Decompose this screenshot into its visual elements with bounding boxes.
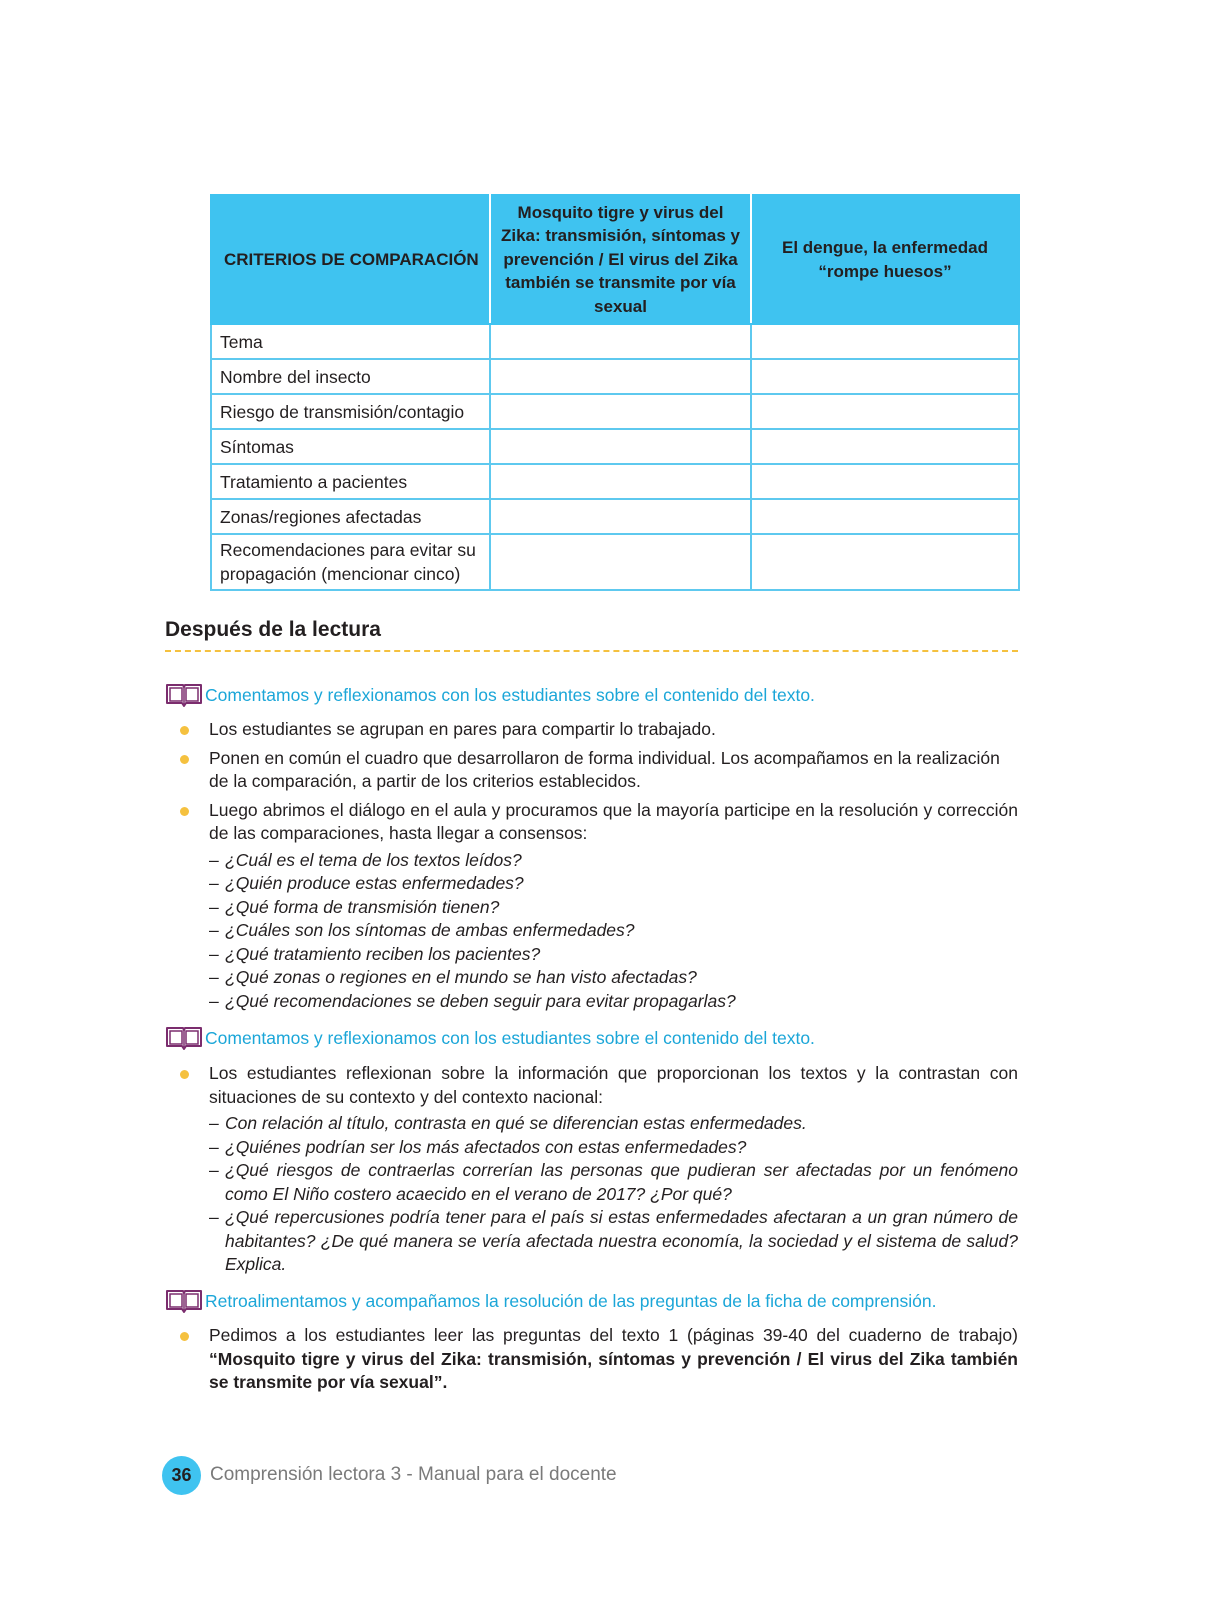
- row-label: Zonas/regiones afectadas: [211, 499, 490, 534]
- question-text: ¿Qué zonas o regiones en el mundo se han visto afectadas?: [225, 967, 697, 987]
- list-item: [180, 747, 1018, 794]
- question-item: – ¿Qué riesgos de contraerlas correrían las personas que pudieran ser afectadas por un fenómeno como El Niño costero acaecido en el verano de 2017? ¿Por qué?: [209, 1160, 1018, 1204]
- question-item: – ¿Qué tratamiento reciben los pacientes?: [209, 943, 541, 964]
- instruction-text: Comentamos y reflexionamos con los estudiantes sobre el contenido del texto.: [205, 1027, 815, 1048]
- question-text: ¿Cuál es el tema de los textos leídos?: [225, 849, 522, 870]
- question-item: – ¿Quiénes podrían ser los más afectados con estas enfermedades?: [209, 1136, 747, 1157]
- section-title: Después de la lectura: [165, 618, 381, 641]
- question-item: – ¿Qué zonas o regiones en el mundo se han visto afectadas?: [209, 967, 697, 987]
- instruction-text: Comentamos y reflexionamos con los estudiantes sobre el contenido del texto.: [205, 684, 815, 705]
- page-number-badge: [162, 1456, 201, 1495]
- question-text: ¿Qué repercusiones podría tener para el país si estas enfermedades afectaran a un gran número de habitantes? ¿De qué manera se vería afectada nuestra economía, la sociedad y el sistema de salud? Explica.: [225, 1207, 1018, 1274]
- list-item: [180, 1324, 1018, 1395]
- row-label: Riesgo de transmisión/contagio: [211, 394, 490, 429]
- answer-cell[interactable]: [751, 464, 1019, 499]
- question-item: – ¿Quién produce estas enfermedades?: [209, 873, 524, 893]
- bullet-list: [180, 718, 1018, 1018]
- bullet-list: [180, 1062, 1018, 1282]
- open-book-icon: [165, 682, 203, 708]
- bullet-dot: [180, 1332, 189, 1341]
- bullet-dot: [180, 807, 189, 816]
- table-row: [211, 429, 1019, 464]
- list-item: [180, 799, 1018, 1014]
- table-row: [211, 324, 1019, 359]
- question-list: [209, 1112, 1018, 1277]
- answer-cell[interactable]: [490, 359, 751, 394]
- answer-cell[interactable]: [490, 324, 751, 359]
- question-text: ¿Quién produce estas enfermedades?: [225, 873, 524, 893]
- bullet-text: Pedimos a los estudiantes leer las preguntas del texto 1 (páginas 39-40 del cuaderno de trabajo): [209, 1325, 1018, 1345]
- answer-cell[interactable]: [751, 534, 1019, 590]
- answer-cell[interactable]: [490, 534, 751, 590]
- bullet-text: Los estudiantes se agrupan en pares para compartir lo trabajado.: [209, 719, 716, 739]
- answer-cell[interactable]: [751, 394, 1019, 429]
- bullet-dot: [180, 1070, 189, 1079]
- answer-cell[interactable]: [751, 324, 1019, 359]
- question-text: ¿Qué tratamiento reciben los pacientes?: [225, 943, 541, 964]
- answer-cell[interactable]: [751, 499, 1019, 534]
- answer-cell[interactable]: [751, 429, 1019, 464]
- question-item: – Con relación al título, contrasta en qué se diferencian estas enfermedades.: [209, 1113, 807, 1133]
- question-item: – ¿Qué repercusiones podría tener para el país si estas enfermedades afectaran a un gran número de habitantes? ¿De qué manera se vería afectada nuestra economía, la sociedad y el sistema de salud? Explica.: [209, 1207, 1018, 1274]
- answer-cell[interactable]: [490, 394, 751, 429]
- table-header-text2: El dengue, la enfermedad “rompe huesos”: [751, 195, 1019, 324]
- question-text: ¿Qué forma de transmisión tienen?: [225, 896, 500, 917]
- question-item: – ¿Qué forma de transmisión tienen?: [209, 896, 500, 917]
- question-text: Con relación al título, contrasta en qué se diferencian estas enfermedades.: [225, 1113, 807, 1133]
- question-text: ¿Quiénes podrían ser los más afectados con estas enfermedades?: [225, 1136, 747, 1157]
- table-row: [211, 499, 1019, 534]
- table-header-text1: Mosquito tigre y virus del Zika: transmisión, síntomas y prevención / El virus del Zika también se transmite por vía sexual: [490, 195, 751, 324]
- question-item: – ¿Cuál es el tema de los textos leídos?: [209, 849, 522, 870]
- question-text: ¿Cuáles son los síntomas de ambas enfermedades?: [225, 920, 635, 940]
- instruction-line: [165, 1025, 815, 1051]
- question-item: – ¿Qué recomendaciones se deben seguir para evitar propagarlas?: [209, 990, 736, 1011]
- bullet-text: Luego abrimos el diálogo en el aula y procuramos que la mayoría participe en la resolución y corrección de las comparaciones, hasta llegar a consensos:: [209, 799, 1018, 843]
- instruction-line: [165, 682, 815, 708]
- question-list: [209, 849, 1018, 1014]
- dashed-divider: [165, 650, 1018, 652]
- bullet-text: Los estudiantes reflexionan sobre la información que proporcionan los textos y la contrastan con situaciones de su contexto y del contexto nacional:: [209, 1063, 1018, 1107]
- table-row: [211, 394, 1019, 429]
- list-item: [180, 1062, 1018, 1277]
- comparison-table: [210, 194, 1020, 591]
- table-header-criteria: CRITERIOS DE COMPARACIÓN: [211, 195, 490, 324]
- row-label: Síntomas: [211, 429, 490, 464]
- instruction-line: [165, 1288, 937, 1314]
- bullet-text: Ponen en común el cuadro que desarrollaron de forma individual. Los acompañamos en la realización de la comparación, a partir de los criterios establecidos.: [209, 747, 1000, 791]
- row-label: Recomendaciones para evitar su propagación (mencionar cinco): [211, 534, 490, 590]
- open-book-icon: [165, 1025, 203, 1051]
- table-header-row: [211, 195, 1019, 324]
- footer-title: Comprensión lectora 3 - Manual para el docente: [210, 1464, 617, 1485]
- question-text: ¿Qué riesgos de contraerlas correrían las personas que pudieran ser afectadas por un fenómeno como El Niño costero acaecido en el verano de 2017? ¿Por qué?: [225, 1160, 1018, 1204]
- list-item: [180, 718, 1018, 742]
- answer-cell[interactable]: [490, 499, 751, 534]
- bullet-dot: [180, 726, 189, 735]
- answer-cell[interactable]: [751, 359, 1019, 394]
- answer-cell[interactable]: [490, 429, 751, 464]
- table-row: [211, 464, 1019, 499]
- table-row: [211, 359, 1019, 394]
- question-item: – ¿Cuáles son los síntomas de ambas enfermedades?: [209, 920, 635, 940]
- bullet-bold-title: “Mosquito tigre y virus del Zika: transmisión, síntomas y prevención / El virus del Zika también se transmite por vía sexual”.: [209, 1348, 1018, 1392]
- question-text: ¿Qué recomendaciones se deben seguir para evitar propagarlas?: [225, 990, 736, 1011]
- bullet-list: [180, 1324, 1018, 1400]
- row-label: Nombre del insecto: [211, 359, 490, 394]
- row-label: Tema: [211, 324, 490, 359]
- answer-cell[interactable]: [490, 464, 751, 499]
- page-number: 36: [171, 1465, 192, 1485]
- bullet-dot: [180, 755, 189, 764]
- open-book-icon: [165, 1288, 203, 1314]
- table-row: [211, 534, 1019, 590]
- row-label: Tratamiento a pacientes: [211, 464, 490, 499]
- instruction-text: Retroalimentamos y acompañamos la resolución de las preguntas de la ficha de comprensión.: [205, 1290, 937, 1311]
